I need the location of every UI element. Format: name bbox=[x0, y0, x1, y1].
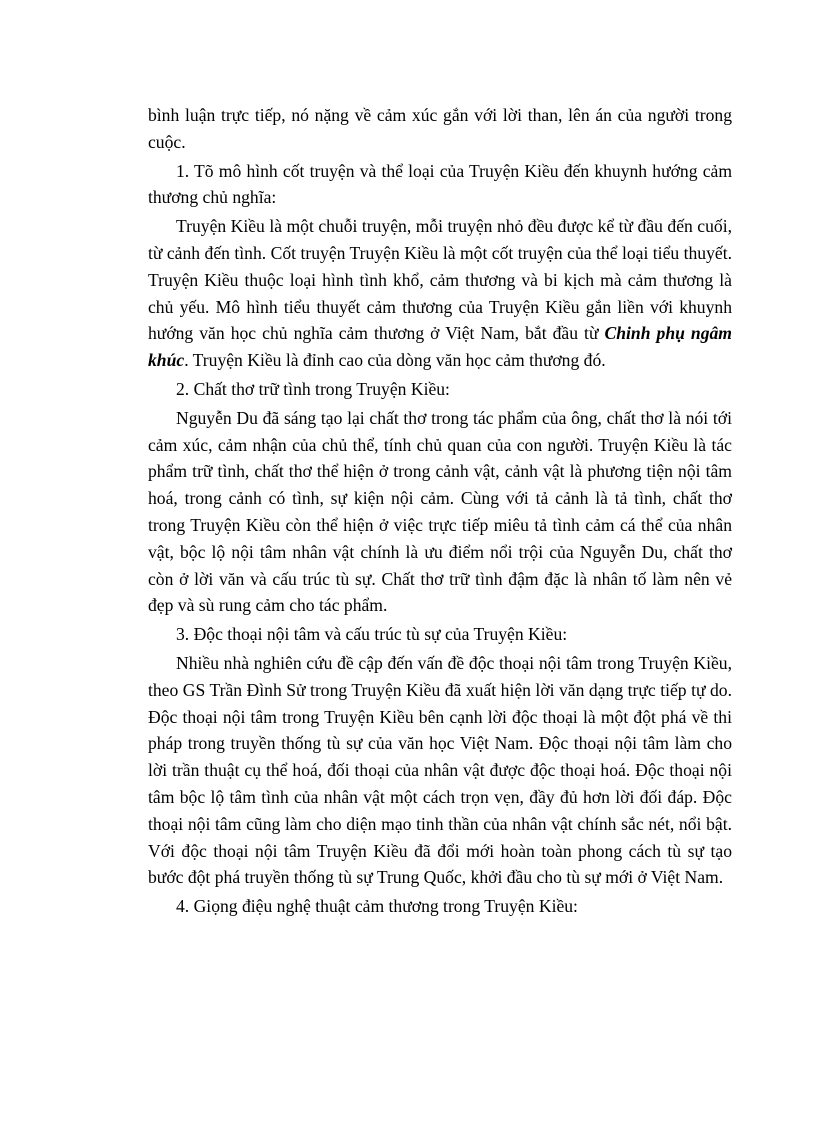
document-body bbox=[148, 102, 732, 922]
work-title-emphasis: Chinh phụ ngâm khúc bbox=[148, 323, 732, 371]
section-heading-2: 2. Chất thơ trữ tình trong Truyện Kiều: bbox=[176, 378, 450, 399]
paragraph-plot-model-tail: . Truyện Kiều là đỉnh cao của dòng văn học cảm thương đó. bbox=[184, 350, 606, 371]
section-heading-1: 1. Tõ mô hình cốt truyện và thể loại của Truyện Kiều đến khuynh hướng cảm thương chủ nghĩa: bbox=[148, 160, 732, 208]
section-heading-4: 4. Giọng điệu nghệ thuật cảm thương trong Truyện Kiều: bbox=[176, 896, 578, 917]
paragraph-plot-model-text: Truyện Kiều là một chuỗi truyện, mỗi truyện nhỏ đều được kể từ đầu đến cuối, từ cảnh đến tình. Cốt truyện Truyện Kiều là một cốt truyện của thể loại tiểu thuyết. Truyện Kiều thuộc loại hình tình khổ, cảm thương và bi kịch mà cảm thương là chủ yếu. Mô hình tiểu thuyết cảm thương của Truyện Kiều gắn liền với khuynh hướng văn học chủ nghĩa cảm thương ở Việt Nam, bắt đầu từ bbox=[148, 216, 732, 344]
paragraph-continuation: bình luận trực tiếp, nó nặng về cảm xúc gắn với lời than, lên án của người trong cuộc. bbox=[148, 105, 732, 152]
paragraph-lyric-quality: Nguyễn Du đã sáng tạo lại chất thơ trong tác phẩm của ông, chất thơ là nói tới cảm xúc, cảm nhận của chủ thể, tính chủ quan của con người. Truyện Kiều là tác phẩm trữ tình, chất thơ thể hiện ở trong cảnh vật, cảnh vật là phương tiện nội tâm hoá, trong cảnh có tình, sự kiện nội cảm. Cùng với tả cảnh là tả tình, chất thơ trong Truyện Kiều còn thể hiện ở việc trực tiếp miêu tả tình cảm cá thể của nhân vật, bộc lộ nội tâm nhân vật chính là ưu điểm nổi trội của Nguyễn Du, chất thơ còn ở lời văn và cấu trúc tù sự. Chất thơ trữ tình đậm đặc là nhân tố làm nên vẻ đẹp và sù rung cảm cho tác phẩm. bbox=[148, 407, 732, 616]
paragraph-plot-model bbox=[148, 213, 732, 374]
paragraph-inner-monologue: Nhiều nhà nghiên cứu đề cập đến vấn đề độc thoại nội tâm trong Truyện Kiều, theo GS Trần Đình Sử trong Truyện Kiều đã xuất hiện lời văn dạng trực tiếp tự do. Độc thoại nội tâm trong Truyện Kiều bên cạnh lời độc thoại là một đột phá về thi pháp trong truyền thống tù sự của văn học Việt Nam. Độc thoại nội tâm làm cho lời trần thuật cụ thể hoá, đối thoại của nhân vật được độc thoại hoá. Độc thoại nội tâm bộc lộ tâm tình của nhân vật một cách trọn vẹn, đầy đủ hơn lời đối đáp. Độc thoại nội tâm cũng làm cho diện mạo tinh thần của nhân vật chính sắc nét, nổi bật. Với độc thoại nội tâm Truyện Kiều đã đổi mới hoàn toàn phong cách tù sự tạo bước đột phá truyền thống tù sự Trung Quốc, khởi đầu cho tù sự mới ở Việt Nam. bbox=[148, 652, 732, 888]
section-heading-3: 3. Độc thoại nội tâm và cấu trúc tù sự của Truyện Kiều: bbox=[176, 624, 568, 645]
